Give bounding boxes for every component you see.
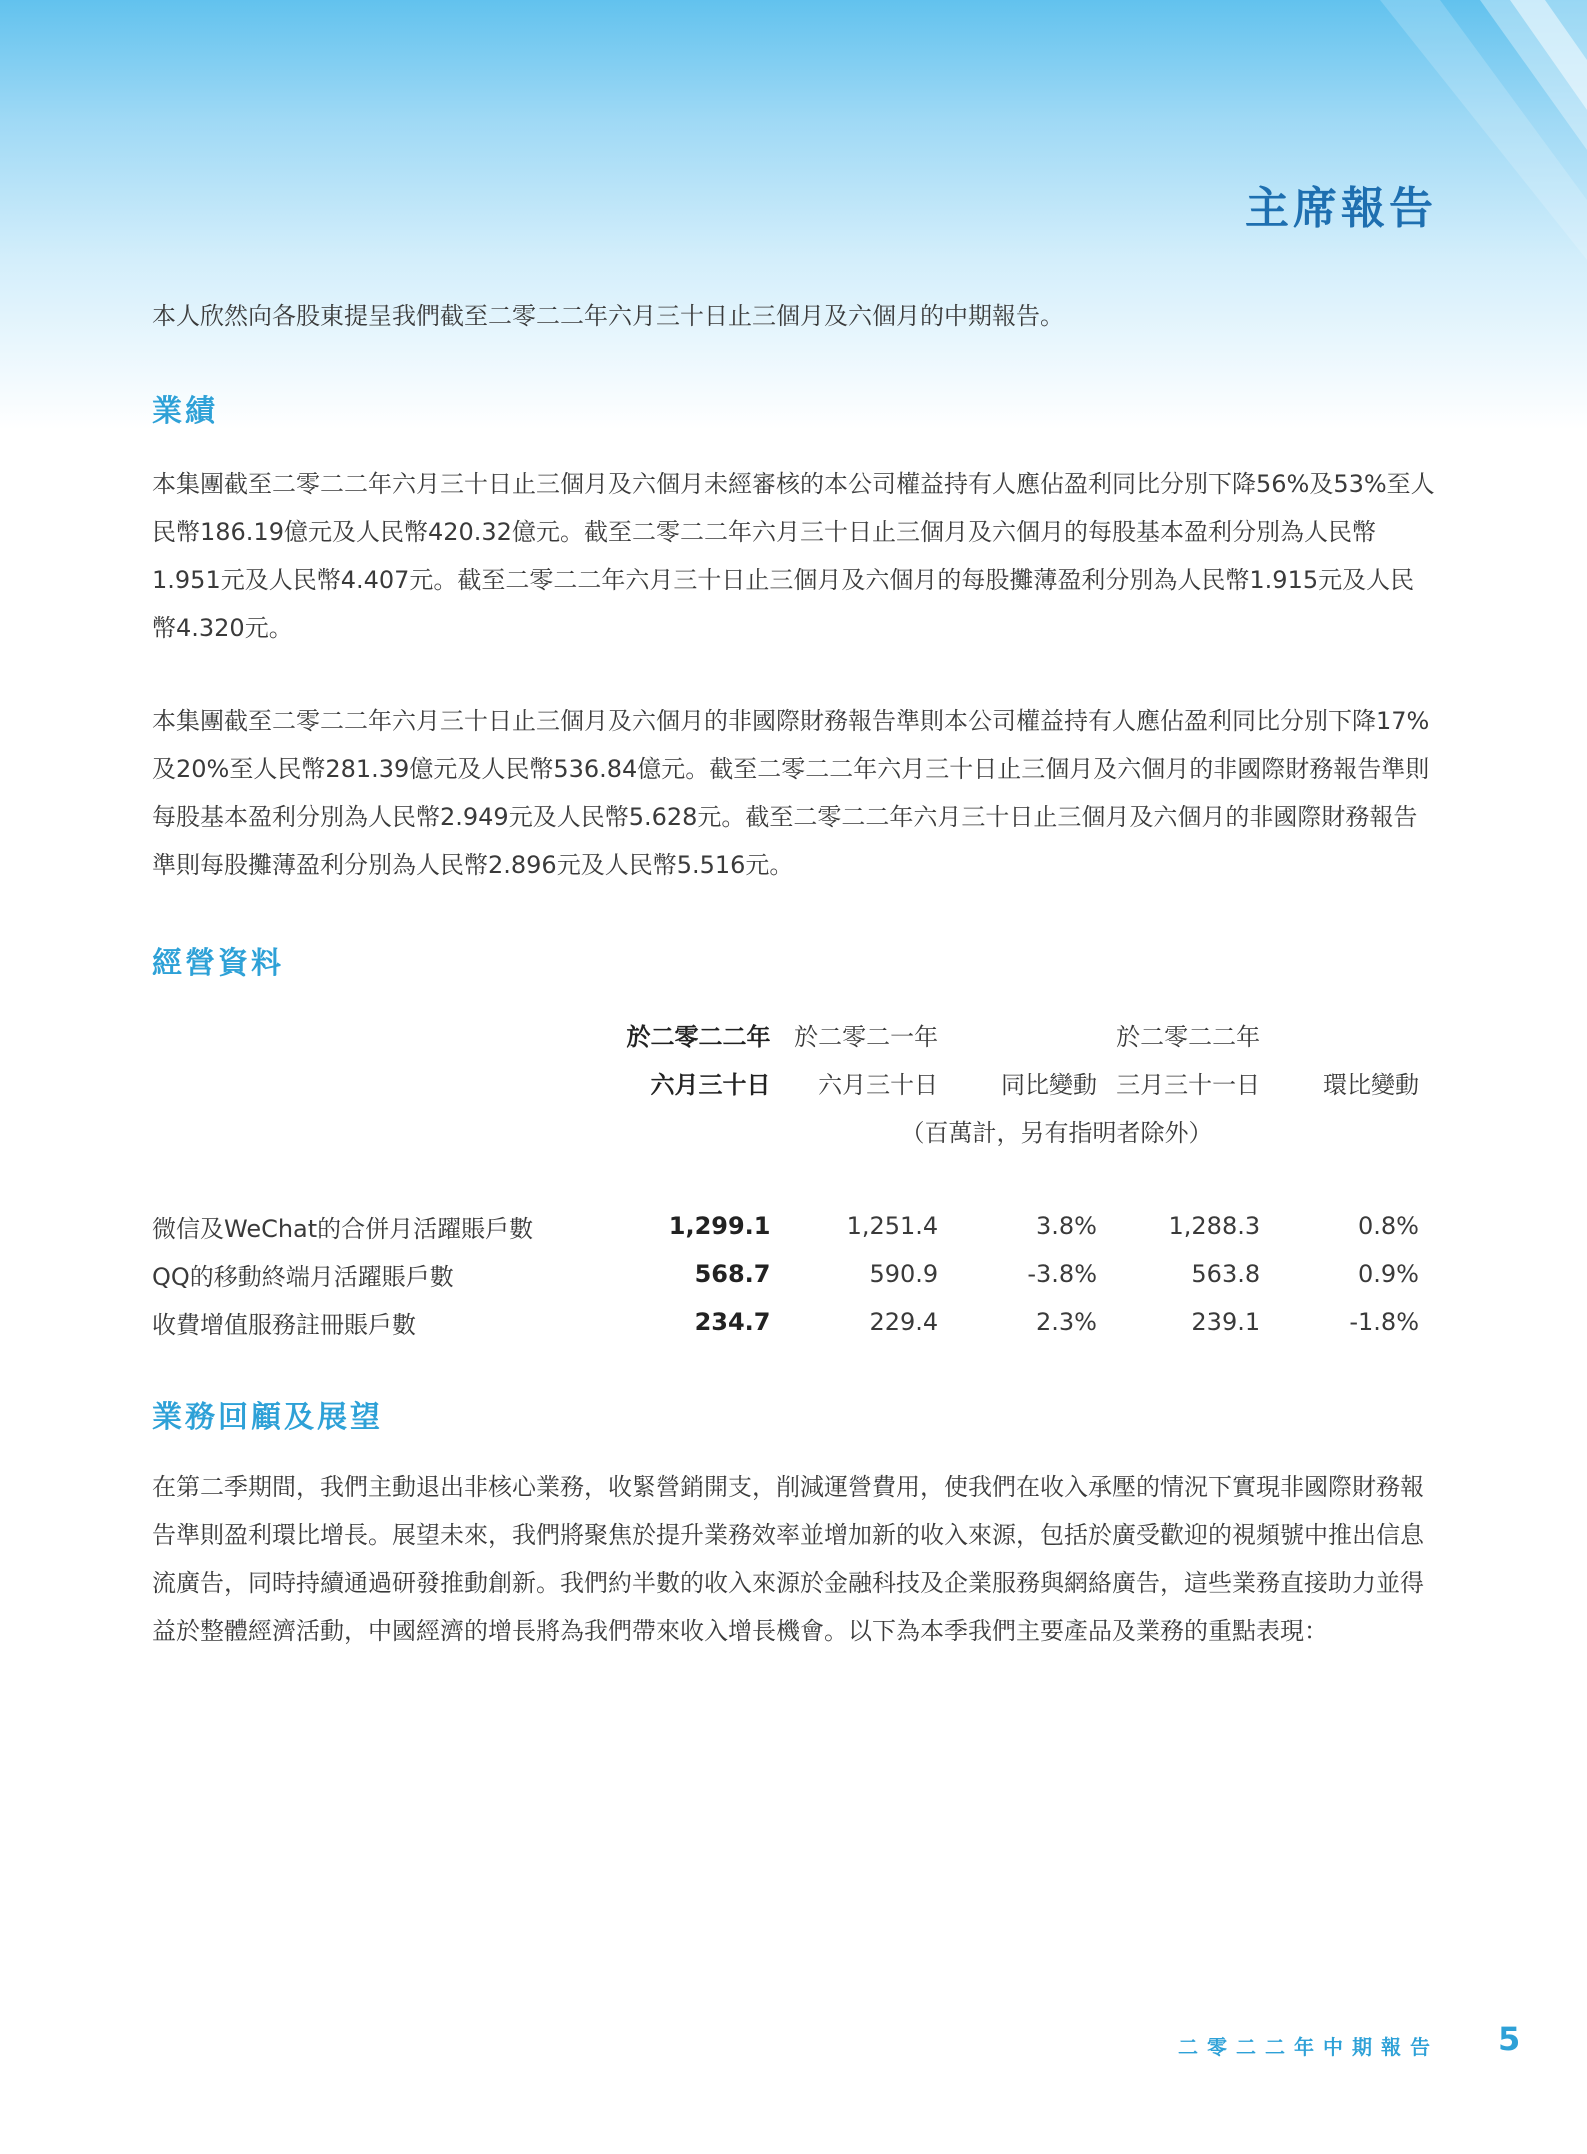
- col-header-yoy-line1: [938, 1010, 1097, 1058]
- col-header-2021-jun: 六月三十日: [818, 1070, 939, 1099]
- cell-value: 568.7: [694, 1260, 771, 1288]
- cell-value: 229.4: [869, 1308, 939, 1336]
- table-header-row-2: [152, 1058, 1436, 1106]
- col-header-2022-jun: 六月三十日: [650, 1070, 771, 1099]
- review-heading: 業務回顧及展望: [152, 1400, 383, 1435]
- unit-note: （百萬計，另有指明者除外）: [900, 1118, 1213, 1147]
- cell-value: 1,299.1: [668, 1212, 771, 1240]
- row-label: 微信及WeChat的合併月活躍賬戶數: [152, 1214, 534, 1243]
- table-header-row-1: [152, 1010, 1436, 1058]
- results-heading: 業績: [152, 394, 218, 429]
- page-title: 主席報告: [1245, 183, 1437, 234]
- table-row: [152, 1202, 1436, 1250]
- table-header-blank: [152, 1010, 627, 1058]
- table-row: [152, 1298, 1436, 1346]
- table-header-blank: [152, 1058, 627, 1106]
- footer-report-name: 二零二二年中期報告: [1178, 2035, 1439, 2059]
- cell-value: 590.9: [869, 1260, 939, 1288]
- cell-value: 0.8%: [1358, 1212, 1419, 1240]
- operating-data-table: [152, 1010, 1436, 1346]
- cell-value: 1,288.3: [1168, 1212, 1261, 1240]
- cell-value: 2.3%: [1036, 1308, 1097, 1336]
- col-header-qoq: 環比變動: [1323, 1070, 1419, 1099]
- cell-value: 1,251.4: [846, 1212, 939, 1240]
- cell-value: -1.8%: [1349, 1308, 1419, 1336]
- cell-value: 3.8%: [1036, 1212, 1097, 1240]
- col-header-2022-mar: 三月三十一日: [1116, 1070, 1261, 1099]
- operating-heading: 經營資料: [152, 946, 284, 981]
- col-header-2022-mar-line1: 於二零二二年: [1116, 1022, 1261, 1051]
- cell-value: -3.8%: [1027, 1260, 1097, 1288]
- col-header-qoq-line1: [1260, 1010, 1436, 1058]
- row-label: 收費增值服務註冊賬戶數: [152, 1310, 416, 1339]
- intro-paragraph: 本人欣然向各股東提呈我們截至二零二二年六月三十日止三個月及六個月的中期報告。: [152, 302, 1064, 330]
- col-header-2021-jun-line1: 於二零二一年: [794, 1022, 939, 1051]
- col-header-2022-jun-line1: 於二零二二年: [626, 1022, 771, 1051]
- cell-value: 0.9%: [1358, 1260, 1419, 1288]
- results-paragraph-1: 本集團截至二零二二年六月三十日止三個月及六個月未經審核的本公司權益持有人應佔盈利同比分別下降56%及53%至人民幣186.19億元及人民幣420.32億元。截至二零二二年六月三十日止三個月及六個月的每股基本盈利分別為人民幣1.951元及人民幣4.407元。截至二零二二年六月三十日止三個月及六個月的每股攤薄盈利分別為人民幣1.915元及人民幣4.320元。: [152, 470, 1435, 642]
- table-row: [152, 1250, 1436, 1298]
- table-unit-row: [152, 1106, 1436, 1154]
- cell-value: 234.7: [694, 1308, 771, 1336]
- cell-value: 563.8: [1191, 1260, 1261, 1288]
- col-header-yoy: 同比變動: [1001, 1070, 1097, 1099]
- row-label: QQ的移動終端月活躍賬戶數: [152, 1262, 454, 1291]
- page-number: 5: [1498, 2020, 1521, 2058]
- cell-value: 239.1: [1191, 1308, 1261, 1336]
- review-paragraph: 在第二季期間，我們主動退出非核心業務，收緊營銷開支，削減運營費用，使我們在收入承壓的情況下實現非國際財務報告準則盈利環比增長。展望未來，我們將聚焦於提升業務效率並增加新的收入來源，包括於廣受歡迎的視頻號中推出信息流廣告，同時持續通過研發推動創新。我們約半數的收入來源於金融科技及企業服務與網絡廣告，這些業務直接助力並得益於整體經濟活動，中國經濟的增長將為我們帶來收入增長機會。以下為本季我們主要產品及業務的重點表現：: [152, 1473, 1424, 1645]
- results-paragraph-2: 本集團截至二零二二年六月三十日止三個月及六個月的非國際財務報告準則本公司權益持有人應佔盈利同比分別下降17%及20%至人民幣281.39億元及人民幣536.84億元。截至二零二二年六月三十日止三個月及六個月的非國際財務報告準則每股基本盈利分別為人民幣2.949元及人民幣5.628元。截至二零二二年六月三十日止三個月及六個月的非國際財務報告準則每股攤薄盈利分別為人民幣2.896元及人民幣5.516元。: [152, 707, 1430, 879]
